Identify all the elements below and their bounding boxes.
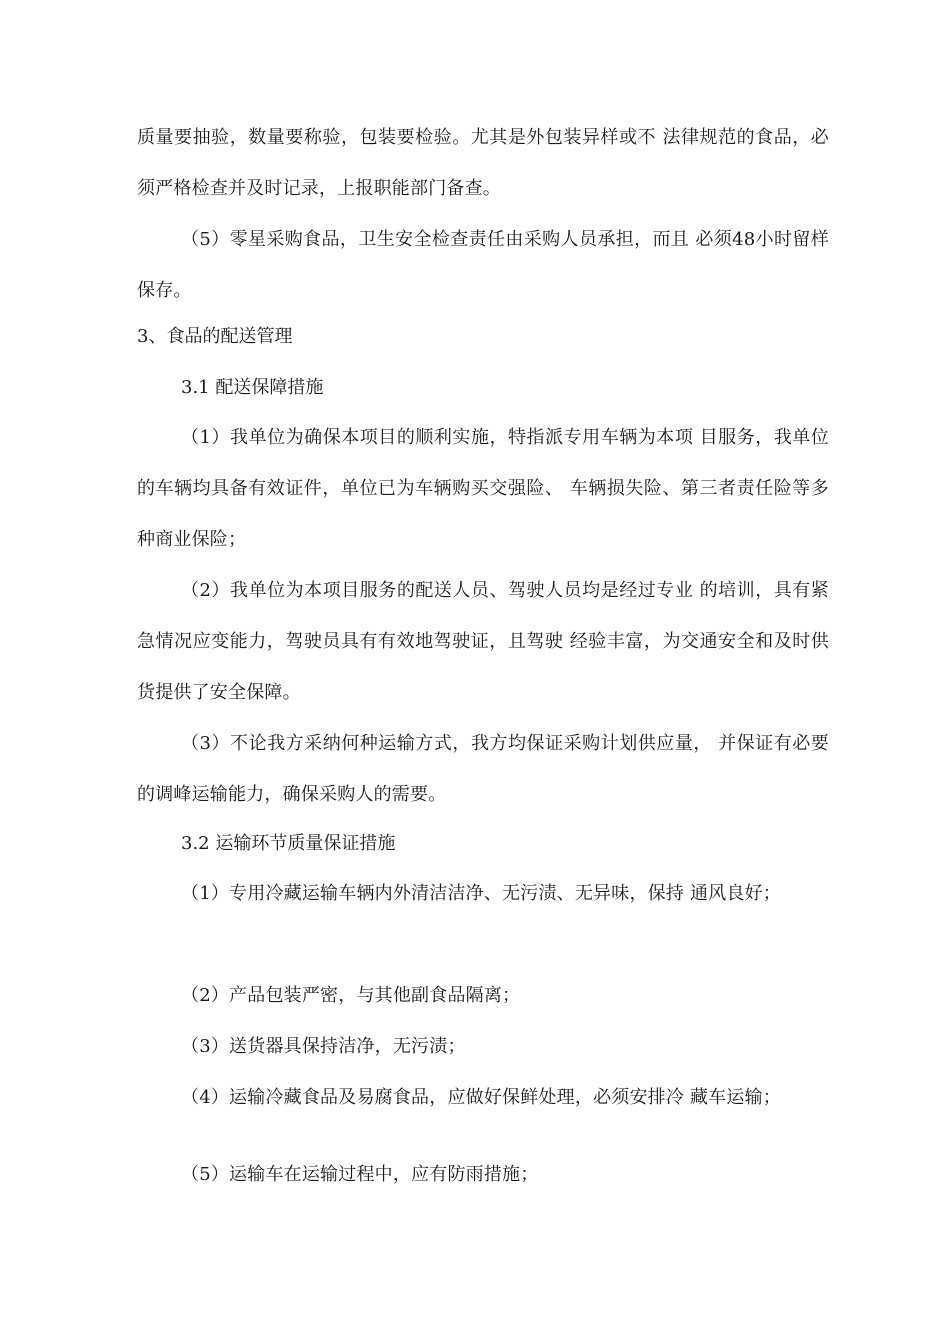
paragraph-clean-equipment: （3）送货器具保持洁净，无污渍；: [181, 1036, 466, 1057]
subsection-heading-transport-quality: 3.2 运输环节质量保证措施: [181, 833, 396, 854]
paragraph-packaging: （2）产品包装严密，与其他副食品隔离；: [181, 985, 521, 1006]
section-heading-delivery-management: 3、食品的配送管理: [137, 326, 293, 347]
paragraph-supply-guarantee: （3）不论我方采纳何种运输方式，我方均保证采购计划供应量， 并保证有必要的调峰运输能力，确保采购人的需要。: [137, 733, 829, 805]
paragraph-refrigerated-vehicles: （1）专用冷藏运输车辆内外清洁洁净、无污渍、无异味，保持 通风良好；: [181, 883, 781, 904]
subsection-heading-delivery-measures: 3.1 配送保障措施: [181, 377, 324, 398]
paragraph-dedicated-vehicles: （1）我单位为确保本项目的顺利实施，特指派专用车辆为本项 目服务，我单位的车辆均具备有效证件，单位已为车辆购买交强险、 车辆损失险、第三者责任险等多种商业保险；: [137, 427, 829, 550]
paragraph-quality-inspection: 质量要抽验，数量要称验，包装要检验。尤其是外包装异样或不 法律规范的食品，必须严格检查并及时记录，上报职能部门备查。: [137, 127, 829, 199]
paragraph-perishable-food: （4）运输冷藏食品及易腐食品，应做好保鲜处理，必须安排冷 藏车运输；: [181, 1087, 781, 1108]
paragraph-rain-protection: （5）运输车在运输过程中，应有防雨措施；: [181, 1164, 539, 1185]
paragraph-trained-drivers: （2）我单位为本项目服务的配送人员、驾驶人员均是经过专业 的培训，具有紧急情况应变能力，驾驶员具有有效地驾驶证，且驾驶 经验丰富，为交通安全和及时供货提供了安全保障。: [137, 580, 829, 703]
paragraph-sporadic-purchase: （5）零星采购食品，卫生安全检查责任由采购人员承担，而且 必须48小时留样保存。: [137, 229, 829, 301]
